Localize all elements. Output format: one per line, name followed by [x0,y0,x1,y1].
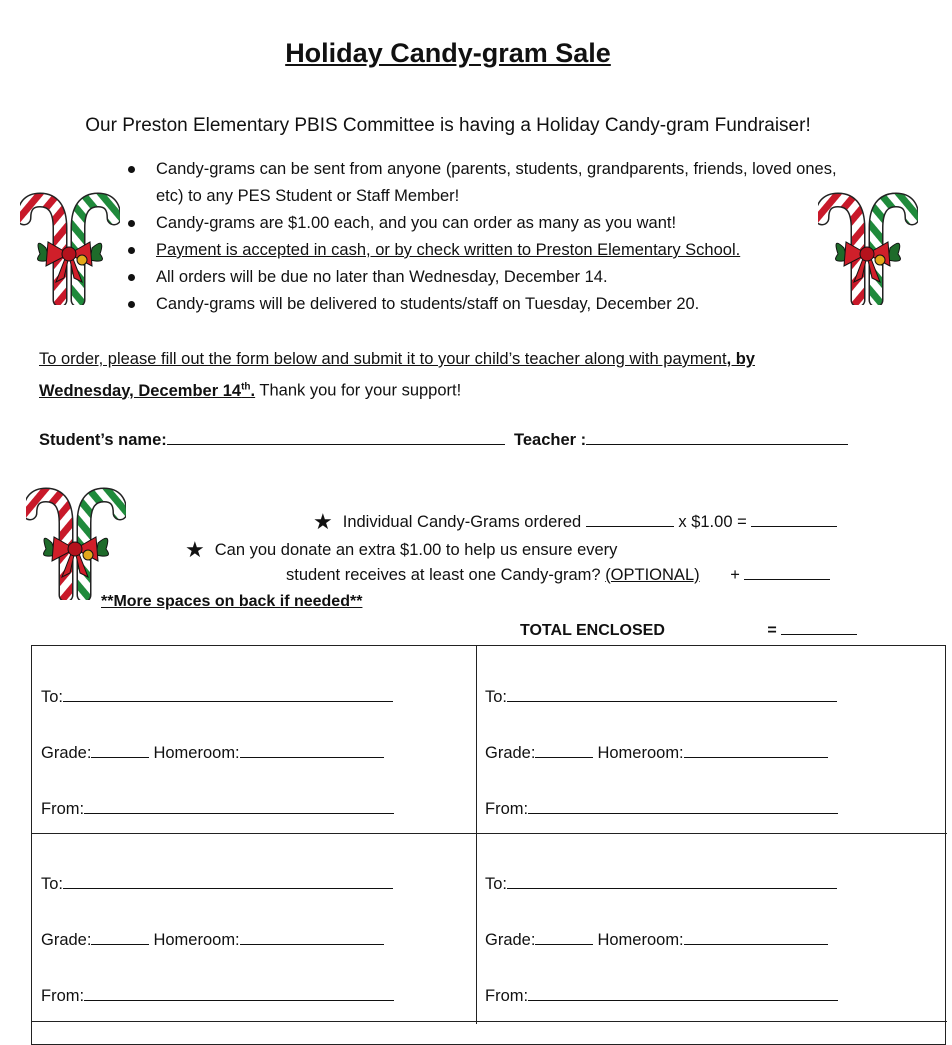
teacher-label: Teacher : [514,431,587,449]
slip-grade-field[interactable] [485,930,828,950]
grade-line[interactable] [91,930,149,945]
to-line[interactable] [507,874,837,889]
homeroom-line[interactable] [684,930,828,945]
homeroom-label: Homeroom: [597,931,684,949]
grade-line[interactable] [535,930,593,945]
student-name-line[interactable] [167,430,505,445]
slip-grade-field[interactable] [41,930,384,950]
from-label: From: [485,987,529,1005]
intro-text: Our Preston Elementary PBIS Committee is having a Holiday Candy-gram Fundraiser! [85,115,811,136]
slip-from-field[interactable] [41,986,394,1006]
bullet-senders: Candy-grams can be sent from anyone (parents, students, grandparents, friends, loved ones, etc) to any PES Student or Staff Member! [128,156,848,210]
order-instructions-by: , by [726,350,755,368]
slip-divider-horizontal [31,833,947,834]
grade-label: Grade: [41,931,92,949]
total-label: TOTAL ENCLOSED [520,622,665,639]
slip-divider-vertical [476,645,477,1024]
star-icon: ★ [313,509,333,534]
equals-sign: = [767,622,777,639]
donate-question: Can you donate an extra $1.00 to help us ensure every [214,541,618,559]
grade-line[interactable] [91,743,149,758]
homeroom-label: Homeroom: [597,744,684,762]
slip-from-field[interactable] [41,799,394,819]
homeroom-label: Homeroom: [153,744,240,762]
bullet-due-date: All orders will be due no later than Wednesday, December 14. [128,264,848,291]
info-bullet-list [128,156,848,318]
slip-divider-horizontal [31,1021,947,1022]
from-line[interactable] [528,986,838,1001]
individual-amount-line[interactable] [751,512,837,527]
more-spaces-note: **More spaces on back if needed** [101,593,363,610]
order-instructions [39,346,839,405]
candy-cane-icon [26,485,126,600]
individual-label: Individual Candy-Grams ordered [342,513,582,531]
homeroom-line[interactable] [684,743,828,758]
to-label: To: [485,875,508,893]
candy-cane-icon [20,190,120,305]
grade-label: Grade: [485,744,536,762]
individual-order-row [313,509,837,535]
donate-row-2 [286,565,830,585]
slip-grade-field[interactable] [485,743,828,763]
total-amount-line[interactable] [781,620,857,635]
multiplier-label: x $1.00 = [678,513,747,531]
slip-to-field[interactable] [485,687,837,707]
teacher-field[interactable] [514,430,848,450]
slip-to-field[interactable] [485,874,837,894]
from-label: From: [41,987,85,1005]
individual-count-line[interactable] [586,512,674,527]
slip-from-field[interactable] [485,986,838,1006]
bullet-price: Candy-grams are $1.00 each, and you can order as many as you want! [128,210,848,237]
page-title: Holiday Candy-gram Sale [285,38,611,68]
homeroom-label: Homeroom: [153,931,240,949]
from-line[interactable] [84,799,394,814]
to-label: To: [41,688,64,706]
from-label: From: [485,800,529,818]
homeroom-line[interactable] [240,743,384,758]
donate-question-cont: student receives at least one Candy-gram? [286,566,601,584]
to-line[interactable] [63,874,393,889]
bullet-payment: Payment is accepted in cash, or by check written to Preston Elementary School. [128,237,848,264]
order-deadline: Wednesday, December 14th. [39,381,256,400]
slip-from-field[interactable] [485,799,838,819]
to-line[interactable] [507,687,837,702]
total-row [520,620,857,640]
bullet-delivery: Candy-grams will be delivered to students/staff on Tuesday, December 20. [128,291,848,318]
donation-amount-line[interactable] [744,565,830,580]
thanks-text: Thank you for your support! [255,381,462,400]
to-label: To: [485,688,508,706]
from-line[interactable] [84,986,394,1001]
slip-to-field[interactable] [41,874,393,894]
homeroom-line[interactable] [240,930,384,945]
teacher-line[interactable] [586,430,848,445]
slip-to-field[interactable] [41,687,393,707]
optional-label: (OPTIONAL) [605,566,700,584]
to-label: To: [41,875,64,893]
order-instructions-main: To order, please fill out the form below and submit it to your child’s teacher along with payment [39,350,727,368]
student-name-label: Student’s name: [39,431,167,449]
from-label: From: [41,800,85,818]
donate-row-1 [185,537,617,563]
grade-line[interactable] [535,743,593,758]
student-name-field[interactable] [39,430,505,450]
plus-sign: + [730,566,740,584]
slip-grade-field[interactable] [41,743,384,763]
from-line[interactable] [528,799,838,814]
grade-label: Grade: [41,744,92,762]
star-icon: ★ [185,537,205,562]
to-line[interactable] [63,687,393,702]
grade-label: Grade: [485,931,536,949]
